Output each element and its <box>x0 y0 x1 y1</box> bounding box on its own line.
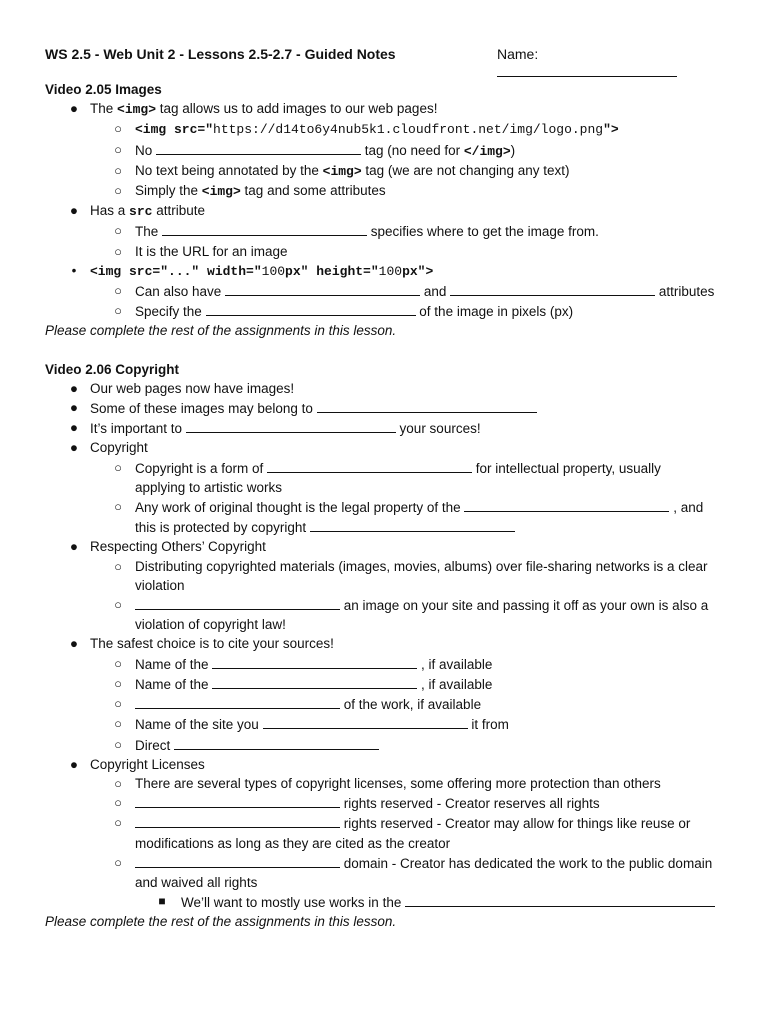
fill-blank <box>135 595 340 610</box>
list-item: ○ of the work, if available <box>45 694 725 714</box>
section-heading-video-205: Video 2.05 Images <box>45 82 162 97</box>
filled-circle-bullet-icon: ● <box>69 440 79 456</box>
circle-bullet-icon: ○ <box>114 141 122 157</box>
fill-blank <box>186 418 396 433</box>
circle-bullet-icon: ○ <box>114 243 122 259</box>
circle-bullet-icon: ○ <box>114 795 122 811</box>
section-heading-video-206: Video 2.06 Copyright <box>45 361 180 377</box>
lesson-note: Please complete the rest of the assignments in this lesson. <box>45 914 397 930</box>
list-item: ○ Can also have and attributes <box>45 281 725 301</box>
fill-blank <box>135 853 340 868</box>
fill-blank <box>225 281 420 296</box>
list-item: ○ Distributing copyrighted materials (images, movies, albums) over file-sharing networks is a clear violation <box>45 557 725 595</box>
list-item: ○ Name of the , if available <box>45 654 725 674</box>
list-item: ○ domain - Creator has dedicated the work to the public domain and waived all rights <box>45 853 725 892</box>
filled-circle-bullet-icon: ● <box>69 203 79 219</box>
list-item: ○ Simply the <img> tag and some attributes <box>45 181 725 201</box>
circle-bullet-icon: ○ <box>114 675 122 691</box>
fill-blank <box>174 735 379 750</box>
list-item: ○ Name of the , if available <box>45 674 725 694</box>
list-item: ● Our web pages now have images! <box>45 379 725 398</box>
fill-blank <box>263 714 468 729</box>
fill-blank <box>206 301 416 316</box>
list-item: ○ rights reserved - Creator reserves all rights <box>45 793 725 813</box>
list-item: ○ Any work of original thought is the legal property of the , and this is protected by copyright <box>45 497 725 537</box>
filled-circle-bullet-icon: ● <box>69 420 79 436</box>
list-item: ○ It is the URL for an image <box>45 242 725 261</box>
circle-bullet-icon: ○ <box>114 558 122 574</box>
list-item: ○ The specifies where to get the image from. <box>45 221 725 241</box>
list-item: ○ rights reserved - Creator may allow for things like reuse or modifications as long as they are cited as the creator <box>45 813 725 852</box>
small-circle-bullet-icon: ○ <box>114 121 122 137</box>
name-blank <box>497 62 677 77</box>
list-item: • <img src="..." width="100px" height="100px"> <box>45 261 725 281</box>
list-item: ○ <img src="https://d14to6y4nub5k1.cloudfront.net/img/logo.png"> <box>45 119 725 139</box>
circle-bullet-icon: ○ <box>114 716 122 732</box>
list-item: ○ Direct <box>45 735 725 755</box>
fill-blank <box>156 140 361 155</box>
filled-circle-bullet-icon: ● <box>69 539 79 555</box>
filled-circle-bullet-icon: ● <box>69 400 79 416</box>
fill-blank <box>162 221 367 236</box>
list-item: ○ There are several types of copyright licenses, some offering more protection than others <box>45 774 725 793</box>
circle-bullet-icon: ○ <box>114 162 122 178</box>
fill-blank <box>310 517 515 532</box>
list-item: ○ Specify the of the image in pixels (px) <box>45 301 725 321</box>
list-item: ● It’s important to your sources! <box>45 418 725 438</box>
list-item: ● Copyright Licenses <box>45 755 725 774</box>
circle-bullet-icon: ○ <box>114 854 122 870</box>
fill-blank <box>464 497 669 512</box>
worksheet-header <box>45 46 722 62</box>
list-item: ■ We’ll want to mostly use works in the <box>45 892 725 912</box>
list-item: ● Has a src attribute <box>45 201 725 221</box>
name-field: Name: <box>497 46 722 80</box>
fill-blank <box>135 813 340 828</box>
filled-circle-bullet-icon: ● <box>69 756 79 772</box>
list-item: ○ No tag (no need for </img>) <box>45 140 725 161</box>
fill-blank <box>317 398 537 413</box>
example-url: https://d14to6y4nub5k1.cloudfront.net/img/logo.png <box>213 122 604 138</box>
circle-bullet-icon: ○ <box>114 815 122 831</box>
circle-bullet-icon: ○ <box>114 499 122 515</box>
list-item: ● Respecting Others’ Copyright <box>45 537 725 556</box>
circle-bullet-icon: ○ <box>114 223 122 239</box>
circle-bullet-icon: ○ <box>114 775 122 791</box>
circle-bullet-icon: ○ <box>114 655 122 671</box>
fill-blank <box>135 793 340 808</box>
circle-bullet-icon: ○ <box>114 283 122 299</box>
list-item: ○ an image on your site and passing it off as your own is also a violation of copyright law! <box>45 595 725 634</box>
circle-bullet-icon: ○ <box>114 696 122 712</box>
circle-bullet-icon: ○ <box>114 736 122 752</box>
worksheet-title: WS 2.5 - Web Unit 2 - Lessons 2.5-2.7 - Guided Notes <box>45 46 396 62</box>
fill-blank <box>405 892 715 907</box>
filled-circle-bullet-icon: ● <box>69 636 79 652</box>
list-item: ○ Name of the site you it from <box>45 714 725 734</box>
fill-blank <box>212 654 417 669</box>
list-item: ● Copyright <box>45 438 725 457</box>
fill-blank <box>135 694 340 709</box>
circle-bullet-icon: ○ <box>114 459 122 475</box>
list-item: ● Some of these images may belong to <box>45 398 725 418</box>
dot-bullet-icon: • <box>71 262 77 278</box>
circle-bullet-icon: ○ <box>114 183 122 199</box>
filled-circle-bullet-icon: ● <box>69 101 79 117</box>
filled-circle-bullet-icon: ● <box>69 380 79 396</box>
list-item: ● The safest choice is to cite your sources! <box>45 634 725 653</box>
lesson-note: Please complete the rest of the assignments in this lesson. <box>45 323 397 339</box>
square-bullet-icon: ■ <box>158 894 166 909</box>
fill-blank <box>267 458 472 473</box>
circle-bullet-icon: ○ <box>114 303 122 319</box>
fill-blank <box>212 674 417 689</box>
list-item: ○ No text being annotated by the <img> tag (we are not changing any text) <box>45 161 725 181</box>
circle-bullet-icon: ○ <box>114 597 122 613</box>
list-item: ● The <img> tag allows us to add images to our web pages! <box>45 99 725 119</box>
list-item: ○ Copyright is a form of for intellectual property, usually applying to artistic works <box>45 458 725 497</box>
guided-notes <box>45 80 725 932</box>
fill-blank <box>450 281 655 296</box>
